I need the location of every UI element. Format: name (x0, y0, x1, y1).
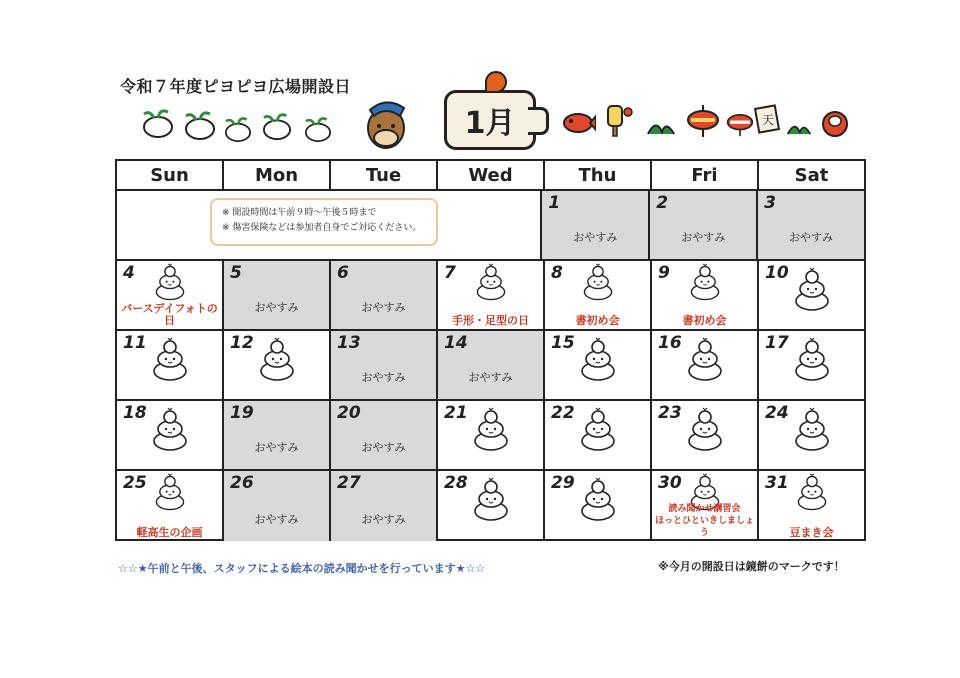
day-cell (759, 331, 864, 399)
closed-label: おやすみ (681, 231, 726, 244)
week-row (117, 401, 864, 471)
day-cell (652, 331, 759, 399)
day-cell (438, 331, 545, 399)
day-cell (438, 401, 545, 469)
closed-label: おやすみ (573, 231, 618, 244)
day-number: 20 (337, 403, 361, 423)
day-number: 21 (444, 403, 468, 423)
kagami-mochi-icon (475, 263, 506, 300)
day-cell (759, 261, 864, 329)
day-cell (545, 401, 652, 469)
day-number: 17 (765, 333, 789, 353)
kagami-mochi-icon (152, 407, 188, 451)
day-number: 2 (656, 193, 669, 213)
page-title: 令和７年度ピヨピヨ広場開設日 (120, 77, 352, 96)
day-cell (652, 471, 759, 541)
day-number: 1 (548, 193, 561, 213)
closed-label: おやすみ (254, 301, 299, 314)
day-number: 4 (123, 263, 135, 283)
day-number: 3 (764, 193, 776, 213)
day-cell (650, 191, 758, 259)
kagami-mochi-icon (154, 263, 185, 300)
kagami-mochi-icon (580, 337, 616, 381)
notice-line-insurance: ※ 傷害保険などは参加者自身でご対応ください。 (222, 223, 422, 233)
notice-line-hours: ※ 開設時間は午前９時～午後５時まで (222, 208, 377, 218)
day-number: 24 (765, 403, 789, 423)
day-number: 14 (444, 333, 468, 353)
event-label: 手形・足型の日 (452, 314, 529, 327)
weekday-thu: Thu (545, 161, 652, 189)
kagami-mochi-icon (259, 337, 295, 381)
day-cell (545, 331, 652, 399)
weekday-header-row (117, 161, 864, 191)
week-row (117, 471, 864, 541)
closed-label: おやすみ (361, 371, 406, 384)
day-cell (545, 261, 652, 329)
day-cell (438, 471, 545, 541)
month-badge (444, 90, 536, 150)
kagami-mochi-icon (687, 337, 723, 381)
kagami-mochi-icon (794, 267, 830, 311)
day-cell (545, 471, 652, 541)
day-number: 12 (230, 333, 254, 353)
weekday-fri: Fri (652, 161, 759, 189)
day-number: 8 (551, 263, 563, 283)
kagami-mochi-icon (154, 473, 185, 510)
day-cell (224, 401, 331, 469)
day-number: 29 (551, 473, 575, 493)
day-cell (331, 401, 438, 469)
day-number: 9 (658, 263, 670, 283)
day-number: 15 (551, 333, 575, 353)
closed-label: おやすみ (254, 441, 299, 454)
day-cell (652, 401, 759, 469)
week-row (117, 331, 864, 401)
kagami-mochi-icon (582, 263, 613, 300)
turnip-icon (260, 112, 294, 140)
closed-label: おやすみ (361, 513, 406, 526)
spinning-top-icon (726, 108, 754, 138)
day-cell (542, 191, 650, 259)
closed-label: おやすみ (361, 301, 406, 314)
kagami-mochi-icon (687, 407, 723, 451)
horse-icon (360, 98, 412, 150)
day-cell (117, 471, 224, 541)
day-number: 11 (123, 333, 147, 353)
closed-label: おやすみ (254, 513, 299, 526)
event-label: 書初め会 (682, 314, 727, 327)
event-label: 軽高生の企画 (136, 526, 203, 539)
weekday-wed: Wed (438, 161, 545, 189)
kagami-mochi-icon (580, 407, 616, 451)
week-row (117, 261, 864, 331)
day-cell (117, 261, 224, 329)
day-number: 26 (230, 473, 254, 493)
kagami-mochi-icon (796, 473, 827, 510)
closed-label: おやすみ (468, 371, 513, 384)
day-number: 23 (658, 403, 682, 423)
day-number: 6 (337, 263, 349, 283)
day-cell (224, 331, 331, 399)
kagami-mochi-icon (473, 407, 509, 451)
sea-bream-icon (562, 110, 596, 136)
footer-storytime-note: ☆☆★午前と午後、スタッフによる絵本の読み聞かせを行っています★☆☆ (118, 562, 486, 575)
day-number: 18 (123, 403, 147, 423)
svg-text:天: 天 (762, 113, 775, 127)
day-number: 19 (230, 403, 254, 423)
day-cell (652, 261, 759, 329)
day-cell (331, 261, 438, 329)
day-cell (759, 471, 864, 541)
kagami-mochi-icon (580, 477, 616, 521)
day-number: 10 (765, 263, 789, 283)
day-number: 28 (444, 473, 468, 493)
day-cell (438, 261, 545, 329)
weekday-sun: Sun (117, 161, 224, 189)
day-number: 22 (551, 403, 575, 423)
pine-leaf-icon (646, 116, 676, 138)
hagoita-icon (602, 104, 634, 138)
day-number: 30 (658, 473, 682, 493)
footer-legend-note: ※今月の開設日は鏡餅のマークです！ (658, 560, 845, 573)
month-label: 1月 (464, 106, 516, 141)
day-number: 25 (123, 473, 147, 493)
turnip-icon (182, 110, 218, 140)
day-cell (224, 471, 331, 541)
day-cell (331, 331, 438, 399)
weekday-sat: Sat (794, 164, 829, 186)
event-label: 書初め会 (575, 314, 620, 327)
day-number: 5 (230, 263, 242, 283)
weekday-tue: Tue (331, 161, 438, 189)
kagami-mochi-icon (152, 337, 188, 381)
turnip-icon (140, 108, 176, 138)
pine-leaf-icon (786, 118, 812, 138)
notice-box (210, 198, 438, 246)
day-number: 27 (337, 473, 361, 493)
daruma-icon (820, 106, 850, 138)
event-label: 豆まき会 (789, 526, 834, 539)
closed-label: おやすみ (789, 231, 834, 244)
day-cell (759, 401, 864, 469)
paddle-handle (528, 107, 549, 135)
day-number: 16 (658, 333, 682, 353)
day-cell (117, 331, 224, 399)
kagami-mochi-icon (473, 477, 509, 521)
day-cell (224, 261, 331, 329)
day-cell (117, 401, 224, 469)
turnip-icon (222, 116, 254, 142)
day-number: 13 (337, 333, 361, 353)
day-cell (758, 191, 864, 259)
weekday-mon: Mon (224, 161, 331, 189)
event-label: 読み聞かせ講習会 ほっとひといきしましょう (654, 504, 754, 538)
day-cell (331, 471, 438, 541)
persimmon-leaf-icon (485, 71, 507, 93)
closed-label: おやすみ (361, 441, 406, 454)
day-number: 7 (444, 263, 456, 283)
day-number: 31 (765, 473, 789, 493)
kagami-mochi-icon (794, 407, 830, 451)
spinning-top-icon (686, 104, 720, 138)
kagami-mochi-icon (689, 263, 720, 300)
kagami-mochi-icon (794, 337, 830, 381)
turnip-icon (302, 116, 334, 142)
karuta-card-icon (754, 104, 782, 134)
event-label: バースデイフォトの日 (121, 302, 218, 327)
